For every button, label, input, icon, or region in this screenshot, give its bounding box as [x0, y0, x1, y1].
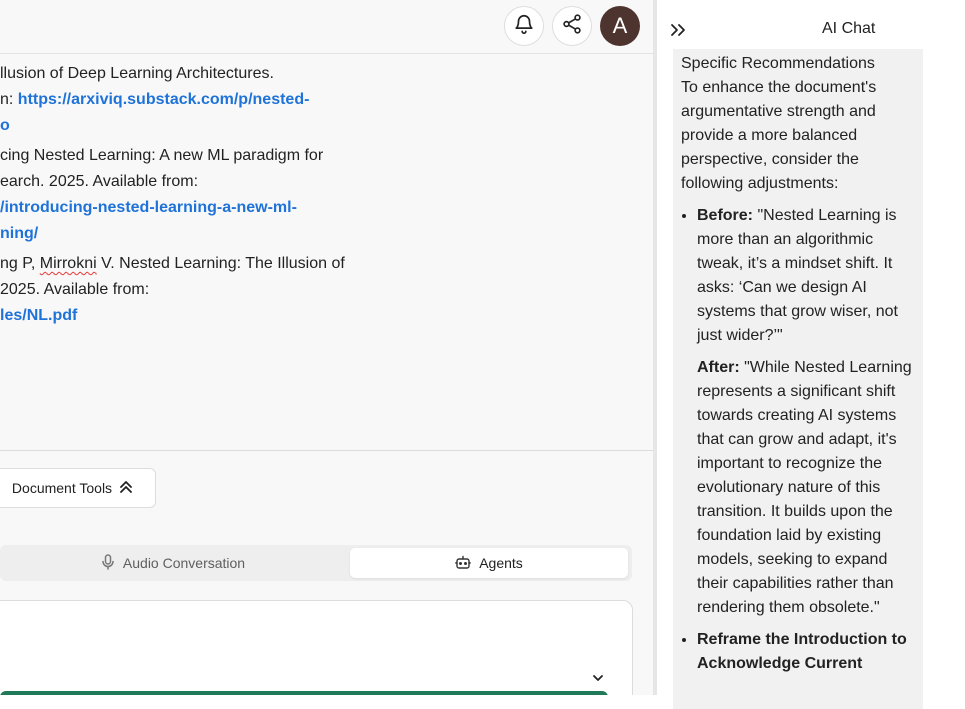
- reference-link[interactable]: /introducing-nested-learning-a-new-ml-: [0, 199, 297, 216]
- reference-text: V. Nested Learning: The Illusion of: [96, 255, 345, 272]
- reference-line: [0, 303, 77, 329]
- list-item: [697, 628, 915, 676]
- reference-line: [0, 251, 345, 277]
- reference-text: cing Nested Learning: A new ML paradigm for: [0, 147, 324, 164]
- user-avatar[interactable]: [600, 6, 640, 46]
- reference-link[interactable]: ning/: [0, 225, 39, 242]
- agent-action-bar[interactable]: [0, 691, 608, 695]
- share-button[interactable]: [552, 6, 592, 46]
- document-tools-label: Document Tools: [11, 480, 113, 496]
- chat-title: AI Chat: [822, 20, 876, 37]
- message-heading: Specific Recommendations: [681, 55, 875, 72]
- tab-audio-conversation[interactable]: [0, 548, 346, 578]
- collapse-panel-icon[interactable]: [669, 21, 687, 44]
- agent-panel: [0, 600, 633, 695]
- reference-line: [0, 195, 297, 221]
- before-label: Before:: [697, 207, 754, 224]
- robot-icon: [455, 555, 471, 572]
- list-item-title: Reframe the Introduction to Acknowledge Current: [697, 631, 907, 672]
- before-text: "Nested Learning is more than an algorithmic tweak, it’s a mindset shift. It asks: ‘Can we design AI systems that grow wiser, not just wider?’": [697, 207, 898, 344]
- recommendations-list: [681, 204, 915, 676]
- mode-tabs: [0, 545, 632, 581]
- reference-text: ng P,: [0, 255, 40, 272]
- reference-link[interactable]: les/NL.pdf: [0, 307, 78, 324]
- top-bar: [0, 0, 653, 54]
- reference-line: [0, 113, 10, 139]
- reference-text: earch. 2025. Available from:: [0, 173, 199, 190]
- reference-line: [0, 87, 309, 113]
- reference-link[interactable]: o: [0, 117, 10, 134]
- message-intro: To enhance the document's argumentative strength and provide a more balanced perspective, consider the following adjustments:: [681, 79, 877, 192]
- reference-text: 2025. Available from:: [0, 281, 150, 298]
- reference-link[interactable]: https://arxiviq.substack.com/p/nested-: [17, 91, 310, 108]
- microphone-icon: [101, 554, 115, 573]
- tab-agents[interactable]: [350, 548, 628, 578]
- avatar-initial: A: [612, 13, 628, 38]
- spellcheck-word[interactable]: Mirrokni: [39, 255, 97, 272]
- list-item: [697, 204, 915, 620]
- reference-text: n:: [0, 91, 18, 108]
- chevrons-up-icon: [118, 479, 134, 498]
- notifications-button[interactable]: [504, 6, 544, 46]
- document-tools-button[interactable]: [0, 468, 156, 508]
- reference-text: llusion of Deep Learning Architectures.: [0, 65, 274, 82]
- after-label: After:: [697, 359, 740, 376]
- ai-chat-panel: [657, 0, 965, 695]
- tab-label: Audio Conversation: [122, 555, 246, 571]
- pane-divider: [0, 450, 653, 451]
- reference-line: [0, 221, 38, 247]
- after-text: "While Nested Learning represents a significant shift towards creating AI systems that can grow and adapt, it's important to recognize the evolutionary nature of this transition. It builds upon the foundation laid by existing models, seeking to expand their capabilities rather than rendering them obsolete.": [697, 359, 912, 616]
- chevron-down-icon[interactable]: [590, 670, 606, 691]
- bell-icon: [513, 13, 535, 40]
- chat-message: [673, 49, 923, 709]
- share-icon: [561, 13, 583, 40]
- tab-label: Agents: [479, 555, 523, 571]
